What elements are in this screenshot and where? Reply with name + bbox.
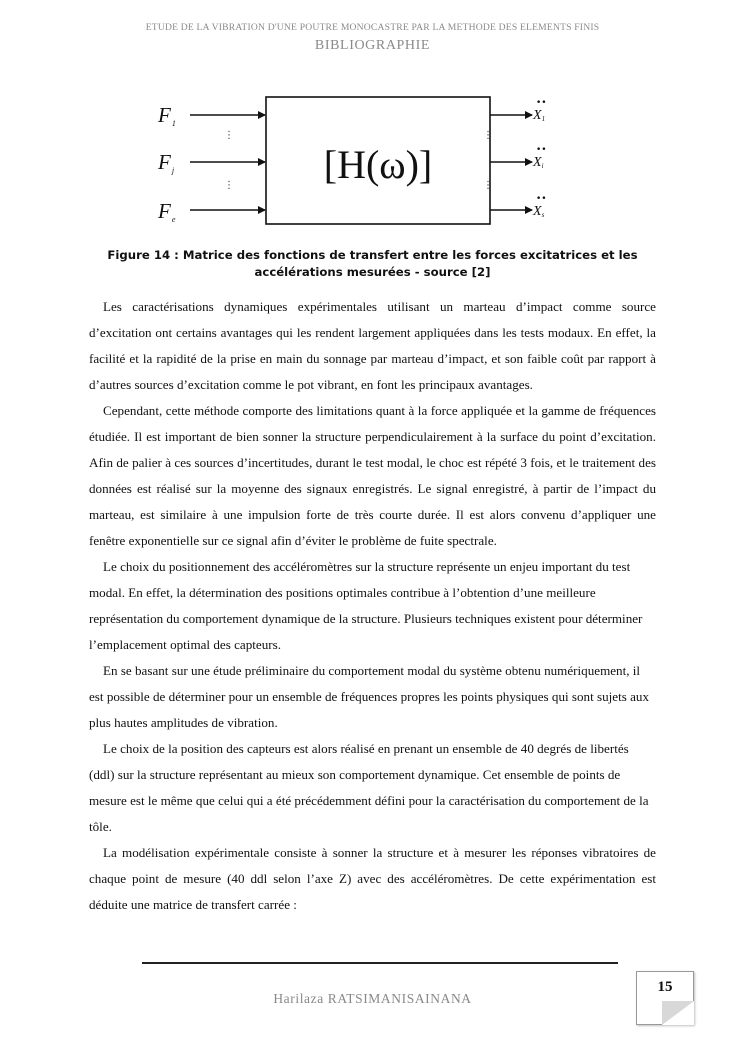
svg-text:⋮: ⋮: [483, 180, 493, 191]
svg-text:⋮: ⋮: [224, 130, 234, 141]
footer-author: Harilaza RATSIMANISAINANA: [273, 991, 472, 1006]
paragraph-3: Le choix du positionnement des accéléromètres sur la structure représente un enjeu important du test modal. En effet, la détermination des positions optimales contribue à l’obtention d’une meilleure représentation du comportement dynamique de la structure. Plusieurs techniques existent pour déterminer l’emplacement optimal des capteurs.: [89, 559, 643, 652]
transfer-function-diagram: [140, 88, 560, 238]
figure-caption-line-2: accélérations mesurées - source [2]: [254, 265, 491, 279]
paragraph-2: Cependant, cette méthode comporte des limitations quant à la force appliquée et la gamme de fréquences étudiée. Il est important de bien sonner la structure perpendiculairement à la surface du point d’excitation. Afin de palier à ces sources d’incertitudes, durant le test modal, le choc est répété 3 fois, et le traitement des données est réalisé sur la moyenne des signaux enregistrés. Le signal enregistré, à partir de l’impact du marteau, est similaire à une impulsion forte de très courte durée. Il est alors convenu d’appliquer une fenêtre exponentielle sur ce signal afin d’éviter le problème de fuite spectrale.: [89, 403, 656, 548]
figure-caption: [100, 247, 645, 281]
body-text: [89, 294, 656, 918]
output-label-s: Xs: [533, 204, 545, 219]
input-label-e: Fe: [158, 199, 176, 224]
paragraph-5: Le choix de la position des capteurs est alors réalisé en prenant un ensemble de 40 degrés de libertés (ddl) sur la structure représentant au mieux son comportement dynamique. Cet ensemble de points de mesure est le même que celui qui a été précédemment défini pour la caractérisation du comportement de la tôle.: [89, 741, 649, 834]
running-header-section: BIBLIOGRAPHIE: [314, 38, 431, 53]
input-label-j: Fj: [158, 150, 175, 175]
svg-text:••: ••: [536, 98, 547, 108]
figure-caption-line-1: Figure 14 : Matrice des fonctions de transfert entre les forces excitatrices et les: [107, 248, 638, 262]
input-label-1: F1: [158, 103, 176, 128]
running-header-title: ETUDE DE LA VIBRATION D'UNE POUTRE MONOCASTRE PAR LA METHODE DES ELEMENTS FINIS: [145, 22, 600, 33]
output-label-i: Xi: [533, 155, 544, 170]
svg-text:⋮: ⋮: [483, 130, 493, 141]
svg-text:••: ••: [536, 194, 547, 204]
svg-text:⋮: ⋮: [224, 180, 234, 191]
svg-text:••: ••: [536, 145, 547, 155]
paragraph-1: Les caractérisations dynamiques expérimentales utilisant un marteau d’impact comme source d’excitation ont certains avantages qui les rendent largement appliquées dans les tests modaux. En effet, la facilité et la rapidité de la prise en main du sonnage par marteau d’impact, et son faible coût par rapport à d’autres sources d’excitation comme le pot vibrant, en font les principaux avantages.: [89, 299, 656, 392]
footer-divider: [142, 962, 618, 964]
output-label-1: X1: [533, 108, 546, 123]
transfer-matrix-label: [H(ω)]: [323, 142, 433, 187]
page-number: 15: [657, 979, 673, 995]
paragraph-6: La modélisation expérimentale consiste à sonner la structure et à mesurer les réponses vibratoires de chaque point de mesure (40 ddl selon l’axe Z) avec des accéléromètres. De cette expérimentation est déduite une matrice de transfert carrée :: [89, 845, 656, 912]
paragraph-4: En se basant sur une étude préliminaire du comportement modal du système obtenu numériquement, il est possible de déterminer pour un ensemble de fréquences propres les points physiques qui sont sujets aux plus hautes amplitudes de vibration.: [89, 663, 650, 730]
